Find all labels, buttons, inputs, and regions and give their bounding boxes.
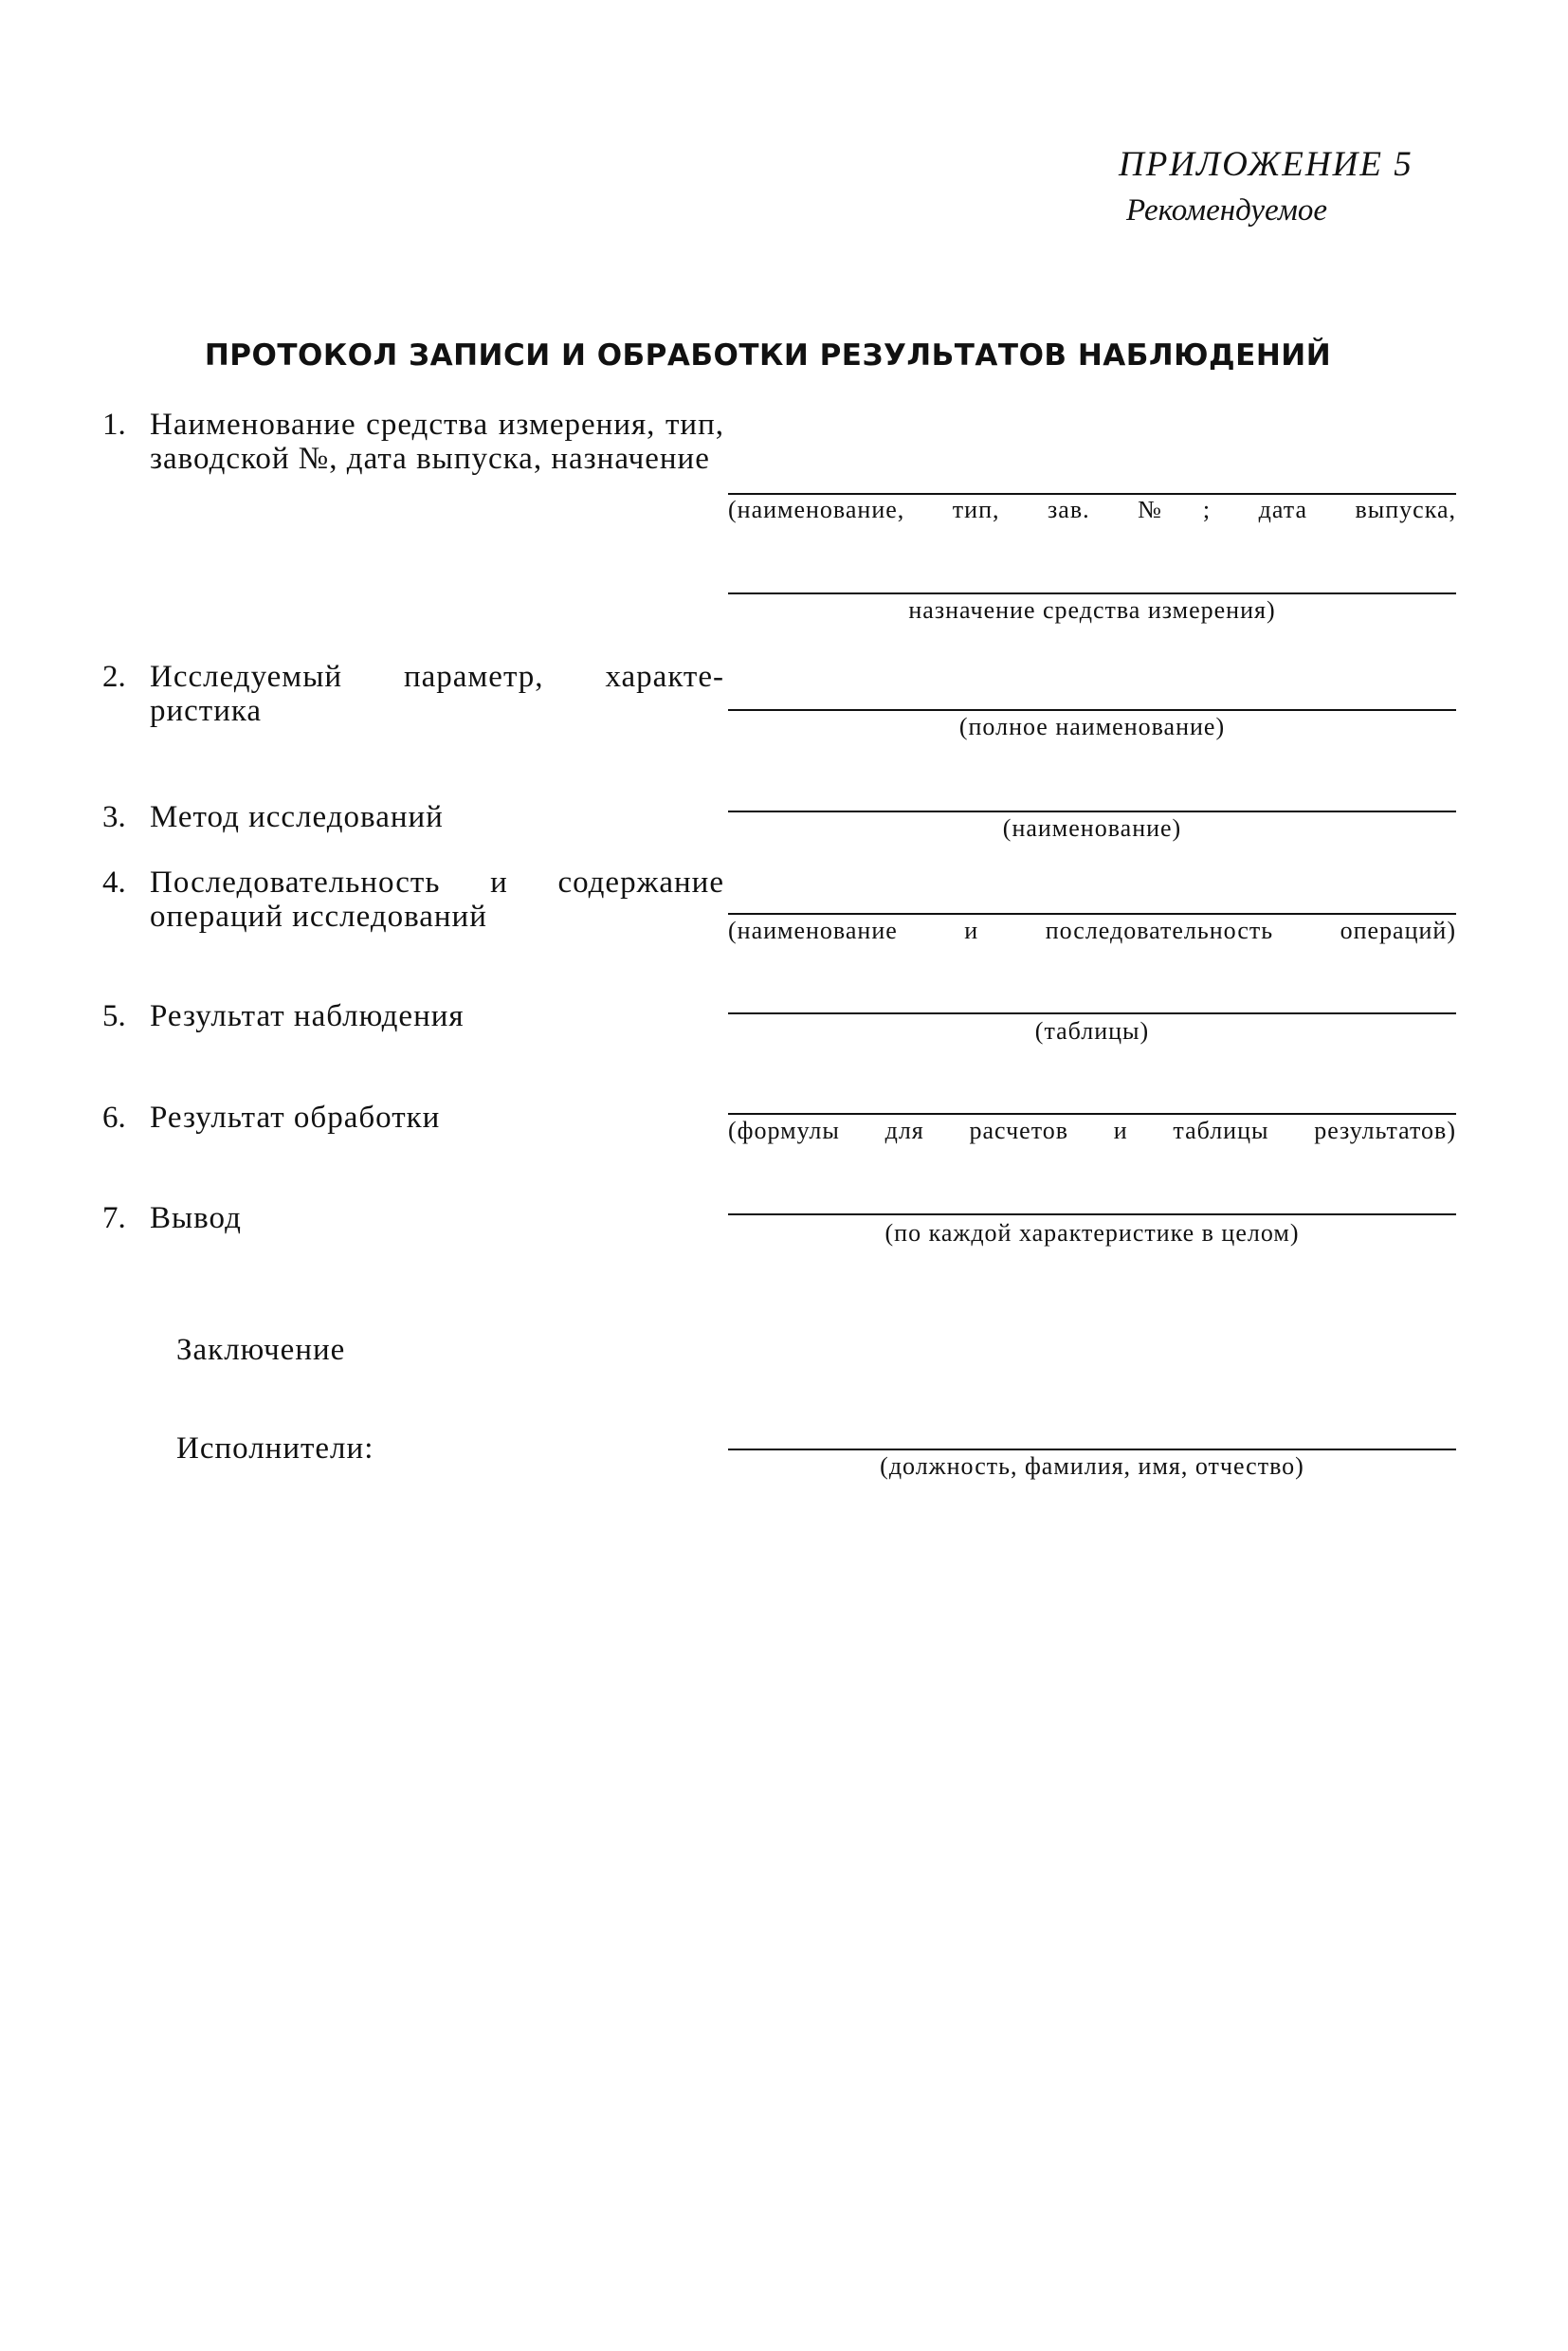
field-caption-7: (по каждой характеристике в целом) [884,1219,1300,1247]
item-label: Исследуемый параметр, характе-ристика [150,660,724,728]
item-label: Вывод [150,1201,242,1235]
item-number: 4. [102,866,126,900]
field-caption-performers: (должность, фамилия, имя, отчество) [880,1452,1304,1480]
item-number: 1. [102,408,126,442]
field-caption-6: (формулы для расчетов и таблицы результатов) [728,1117,1456,1144]
item-number: 2. [102,660,126,694]
field-caption-3: (наименование) [1002,814,1182,842]
fill-line-3[interactable] [728,811,1456,812]
field-caption-4: (наименование и последовательность операций) [728,917,1456,944]
form-item-7 [102,1201,724,1235]
appendix-label: ПРИЛОЖЕНИЕ 5 [1119,145,1413,184]
item-number: 3. [102,800,126,834]
item-label: Результат обработки [150,1101,441,1135]
item-label: Последовательность и содержание операций исследований [150,866,724,934]
page-title: ПРОТОКОЛ ЗАПИСИ И ОБРАБОТКИ РЕЗУЛЬТАТОВ НАБЛЮДЕНИЙ [204,338,1332,373]
fill-line-6[interactable] [728,1113,1456,1115]
form-item-5 [102,999,724,1033]
fill-line-5[interactable] [728,1012,1456,1014]
field-caption-5: (таблицы) [1034,1017,1150,1045]
form-item-3 [102,800,724,834]
field-caption-2: (полное наименование) [958,713,1226,740]
fill-line-1a[interactable] [728,493,1456,495]
form-item-6 [102,1101,724,1135]
performers-label: Исполнители: [176,1431,374,1466]
item-number: 7. [102,1201,126,1235]
form-item-2 [102,660,724,728]
item-label: Результат наблюдения [150,999,465,1033]
fill-line-performers[interactable] [728,1449,1456,1450]
fill-line-4[interactable] [728,913,1456,915]
item-label: Метод исследований [150,800,444,834]
form-item-1 [102,408,724,476]
item-number: 6. [102,1101,126,1135]
item-label: Наименование средства измерения, тип, заводской №, дата выпуска, назначение [150,408,724,476]
form-item-4 [102,866,724,934]
fill-line-1b[interactable] [728,592,1456,594]
field-caption-1a: (наименование, тип, зав. №; дата выпуска, [728,496,1456,523]
field-caption-1b: назначение средства измерения) [908,596,1276,624]
fill-line-2[interactable] [728,709,1456,711]
appendix-status: Рекомендуемое [1126,193,1328,228]
fill-line-7[interactable] [728,1213,1456,1215]
conclusion-label: Заключение [176,1333,346,1367]
item-number: 5. [102,999,126,1033]
